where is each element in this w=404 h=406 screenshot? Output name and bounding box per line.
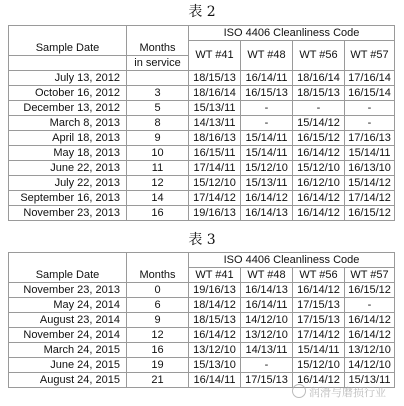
months-cell: 12 <box>127 328 189 343</box>
header-blank-cell <box>9 253 127 268</box>
code-cell: 15/14/11 <box>241 145 293 160</box>
code-cell: 15/13/11 <box>345 373 395 388</box>
code-cell: 15/14/12 <box>345 175 395 190</box>
col-wt-41: WT #41 <box>189 268 241 283</box>
months-cell: 0 <box>127 283 189 298</box>
col-months: Months <box>127 268 189 283</box>
code-cell: 17/16/13 <box>345 130 395 145</box>
code-cell: 16/14/12 <box>293 205 345 220</box>
code-cell: 16/14/12 <box>189 328 241 343</box>
col-months-in-service: in service <box>127 55 189 70</box>
code-cell: 18/15/13 <box>189 70 241 85</box>
table-header-row <box>9 26 395 41</box>
table-row <box>9 85 395 100</box>
code-cell: 17/14/12 <box>189 190 241 205</box>
col-wt-57: WT #57 <box>345 41 395 71</box>
table-row <box>9 100 395 115</box>
col-sample-date: Sample Date <box>9 268 127 283</box>
col-wt-48: WT #48 <box>241 41 293 71</box>
code-cell: 13/12/10 <box>241 328 293 343</box>
code-cell: 19/16/13 <box>189 283 241 298</box>
sample-date-cell: December 13, 2012 <box>9 100 127 115</box>
code-cell: 16/14/12 <box>293 190 345 205</box>
months-cell: 9 <box>127 130 189 145</box>
code-header: ISO 4406 Cleanliness Code <box>189 253 395 268</box>
table-row <box>9 358 395 373</box>
months-cell: 6 <box>127 298 189 313</box>
col-wt-56: WT #56 <box>293 268 345 283</box>
sample-date-cell: April 18, 2013 <box>9 130 127 145</box>
col-wt-56: WT #56 <box>293 41 345 71</box>
code-cell: 16/15/12 <box>293 130 345 145</box>
months-cell <box>127 70 189 85</box>
code-cell: 16/15/14 <box>345 85 395 100</box>
sample-date-cell: March 24, 2015 <box>9 343 127 358</box>
code-cell: 16/14/11 <box>241 70 293 85</box>
months-cell: 16 <box>127 205 189 220</box>
sample-date-cell: June 24, 2015 <box>9 358 127 373</box>
months-cell: 10 <box>127 145 189 160</box>
header-blank-cell <box>9 26 127 41</box>
sample-date-cell: October 16, 2012 <box>9 85 127 100</box>
code-cell: 16/14/13 <box>241 205 293 220</box>
sample-date-cell: July 13, 2012 <box>9 70 127 85</box>
code-cell: 15/14/11 <box>345 145 395 160</box>
sample-date-cell: November 23, 2013 <box>9 283 127 298</box>
code-cell: 16/15/12 <box>345 283 395 298</box>
months-cell: 14 <box>127 190 189 205</box>
table-row <box>9 160 395 175</box>
code-cell: 18/16/13 <box>189 130 241 145</box>
code-cell: - <box>293 100 345 115</box>
table-row <box>9 145 395 160</box>
code-cell: 16/14/12 <box>345 328 395 343</box>
code-cell: - <box>345 115 395 130</box>
table-header-row <box>9 253 395 268</box>
code-cell: 16/14/12 <box>293 373 345 388</box>
code-cell: 16/12/10 <box>293 175 345 190</box>
header-blank-cell <box>127 26 189 41</box>
code-cell: 15/12/10 <box>189 175 241 190</box>
table-row <box>9 115 395 130</box>
code-cell: 15/12/10 <box>293 160 345 175</box>
table-row <box>9 130 395 145</box>
sample-date-cell: August 23, 2014 <box>9 313 127 328</box>
code-cell: 16/14/13 <box>241 283 293 298</box>
header-blank-cell <box>9 55 127 70</box>
code-cell: 16/15/12 <box>345 205 395 220</box>
code-cell: - <box>345 100 395 115</box>
code-cell: 16/15/13 <box>241 85 293 100</box>
sample-date-cell: June 22, 2013 <box>9 160 127 175</box>
table-row <box>9 283 395 298</box>
code-cell: 15/12/10 <box>293 358 345 373</box>
code-cell: 18/16/14 <box>293 70 345 85</box>
code-cell: 14/12/10 <box>241 313 293 328</box>
months-cell: 3 <box>127 85 189 100</box>
code-cell: 17/15/13 <box>293 313 345 328</box>
code-cell: 15/13/11 <box>189 100 241 115</box>
code-cell: 18/16/14 <box>189 85 241 100</box>
table-3-caption: 表 3 <box>188 232 216 248</box>
table-row <box>9 70 395 85</box>
code-cell: 17/14/12 <box>293 328 345 343</box>
months-cell: 12 <box>127 175 189 190</box>
code-cell: 17/16/14 <box>345 70 395 85</box>
months-cell: 8 <box>127 115 189 130</box>
code-cell: 17/14/11 <box>189 160 241 175</box>
sample-date-cell: July 22, 2013 <box>9 175 127 190</box>
table-2-caption: 表 2 <box>188 4 216 20</box>
sample-date-cell: August 24, 2015 <box>9 373 127 388</box>
table-row <box>9 313 395 328</box>
code-cell: 14/13/11 <box>189 115 241 130</box>
col-sample-date: Sample Date <box>9 41 127 56</box>
table-row <box>9 328 395 343</box>
code-cell: 15/14/12 <box>293 115 345 130</box>
code-cell: 17/15/13 <box>293 298 345 313</box>
code-cell: - <box>241 115 293 130</box>
table-row <box>9 298 395 313</box>
code-cell: 18/15/13 <box>293 85 345 100</box>
code-cell: - <box>241 358 293 373</box>
code-cell: 18/15/13 <box>189 313 241 328</box>
table-header-row <box>9 268 395 283</box>
code-cell: 16/13/10 <box>345 160 395 175</box>
table-row <box>9 190 395 205</box>
code-cell: 15/13/11 <box>241 175 293 190</box>
code-cell: 16/15/11 <box>189 145 241 160</box>
code-cell: 15/14/11 <box>241 130 293 145</box>
table-row <box>9 175 395 190</box>
code-cell: 15/13/10 <box>189 358 241 373</box>
code-cell: 19/16/13 <box>189 205 241 220</box>
sample-date-cell: September 16, 2013 <box>9 190 127 205</box>
code-cell: - <box>241 100 293 115</box>
code-cell: 18/14/12 <box>189 298 241 313</box>
sample-date-cell: May 18, 2013 <box>9 145 127 160</box>
table-row <box>9 343 395 358</box>
cleanliness-table-3 <box>8 252 395 388</box>
code-cell: 17/15/13 <box>241 373 293 388</box>
table-header-row <box>9 41 395 56</box>
months-cell: 5 <box>127 100 189 115</box>
code-cell: 17/14/12 <box>345 190 395 205</box>
code-cell: 16/14/12 <box>293 283 345 298</box>
code-cell: 13/12/10 <box>189 343 241 358</box>
sample-date-cell: May 24, 2014 <box>9 298 127 313</box>
sample-date-cell: March 8, 2013 <box>9 115 127 130</box>
col-wt-48: WT #48 <box>241 268 293 283</box>
col-wt-41: WT #41 <box>189 41 241 71</box>
months-cell: 11 <box>127 160 189 175</box>
code-cell: - <box>345 298 395 313</box>
code-cell: 13/12/10 <box>345 343 395 358</box>
col-wt-57: WT #57 <box>345 268 395 283</box>
code-cell: 14/13/11 <box>241 343 293 358</box>
months-cell: 16 <box>127 343 189 358</box>
months-cell: 19 <box>127 358 189 373</box>
months-cell: 21 <box>127 373 189 388</box>
watermark-text: 润滑与磨损行业 <box>309 387 386 399</box>
code-cell: 16/14/12 <box>293 145 345 160</box>
code-header: ISO 4406 Cleanliness Code <box>189 26 395 41</box>
col-months: Months <box>127 41 189 56</box>
code-cell: 14/12/10 <box>345 358 395 373</box>
header-blank-cell <box>127 253 189 268</box>
months-cell: 9 <box>127 313 189 328</box>
code-cell: 15/14/11 <box>293 343 345 358</box>
sample-date-cell: November 23, 2013 <box>9 205 127 220</box>
code-cell: 16/14/11 <box>189 373 241 388</box>
cleanliness-table-2 <box>8 25 395 221</box>
wechat-icon <box>292 384 306 398</box>
code-cell: 16/14/11 <box>241 298 293 313</box>
sample-date-cell: November 24, 2014 <box>9 328 127 343</box>
code-cell: 16/14/12 <box>241 190 293 205</box>
code-cell: 16/14/12 <box>345 313 395 328</box>
code-cell: 15/12/10 <box>241 160 293 175</box>
watermark <box>292 384 386 400</box>
table-row <box>9 205 395 220</box>
